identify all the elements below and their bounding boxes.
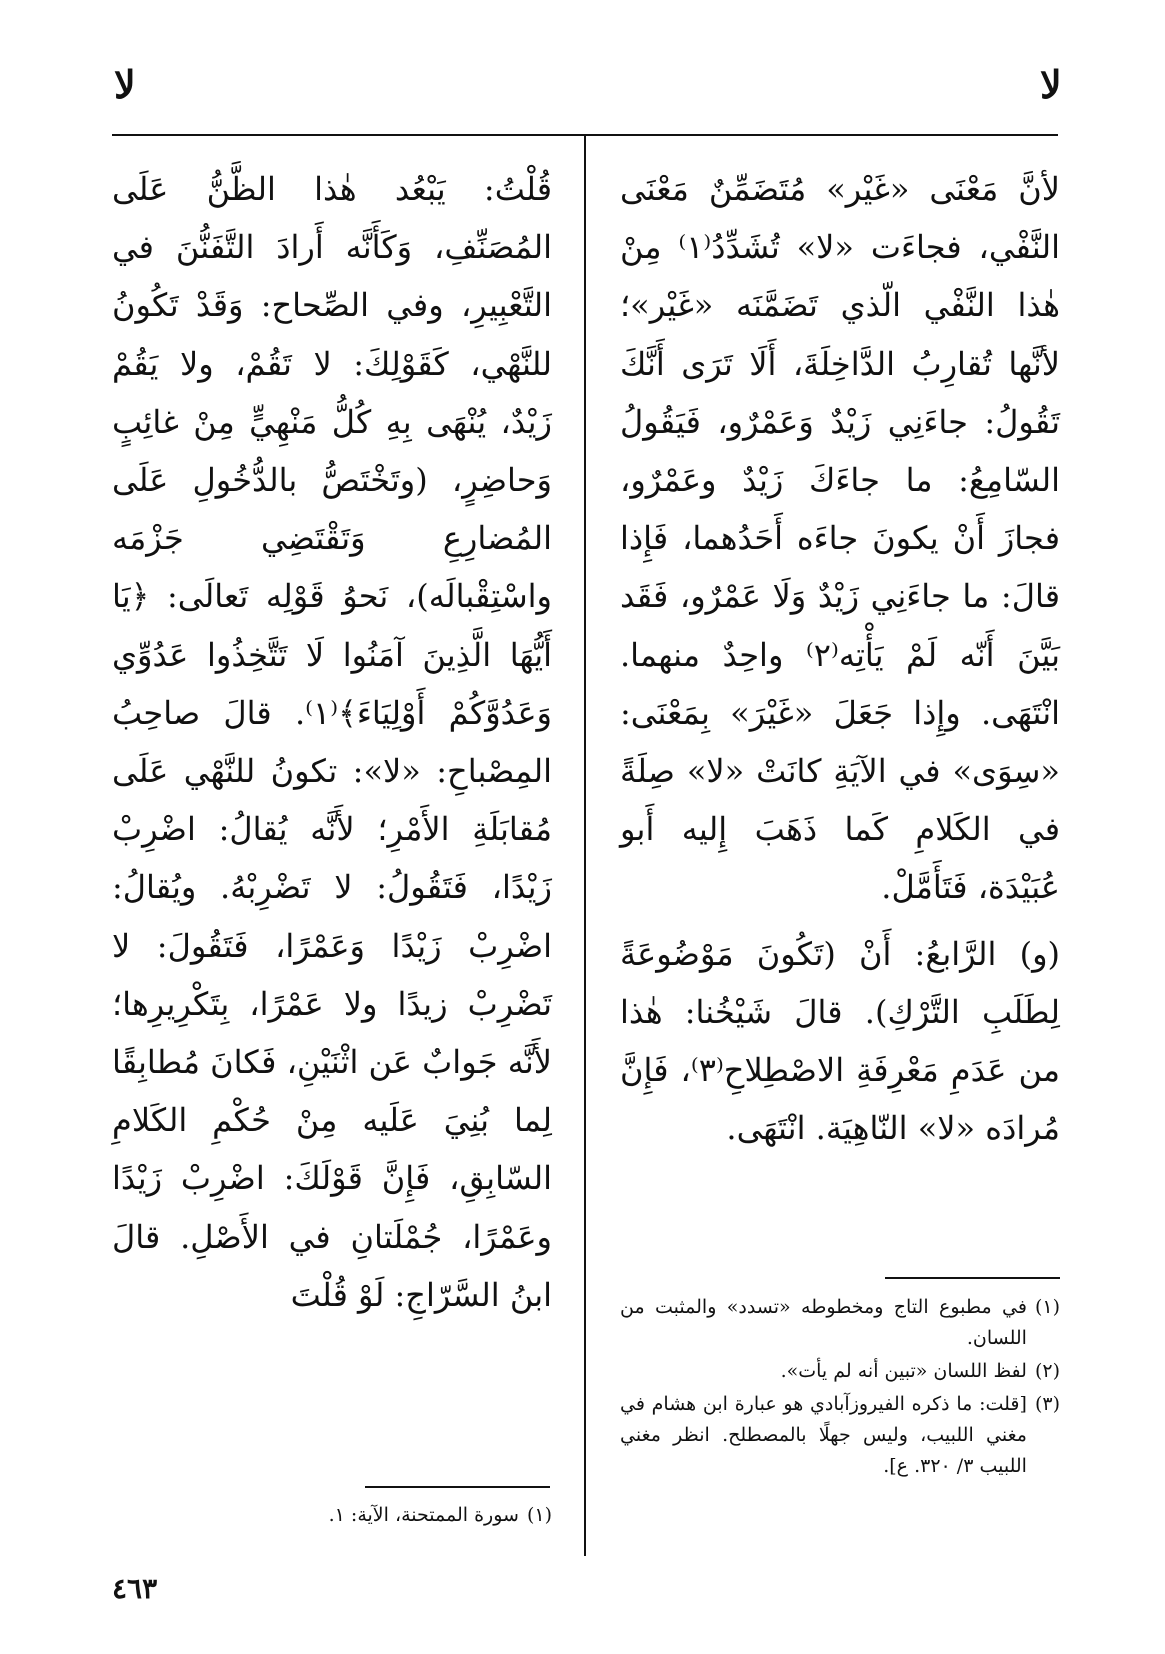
right-column (620, 160, 1060, 1157)
footnote (620, 1389, 1060, 1482)
footnote (620, 1356, 1060, 1387)
footnote (620, 1292, 1060, 1354)
column-divider (584, 136, 586, 1556)
right-footnotes (620, 1292, 1060, 1484)
footnote-number: (٢) (1034, 1360, 1060, 1382)
footnote (112, 1500, 552, 1531)
footnote-text: لفظ اللسان «تبين أنه لم يأت». (780, 1360, 1027, 1382)
footnote-number: (٣) (1034, 1393, 1060, 1415)
header-word-left: لا (114, 62, 136, 107)
header-word-right: لا (1040, 62, 1062, 107)
right-paragraph-2: (و) الرَّابعُ: أَنْ (تَكُونَ مَوْضُوعَةً لِطَلَبِ التَّرْكِ). قالَ شَيْخُنا: هٰذا من عَدَمِ مَعْرِفَةِ الاصْطِلاحِ⁽٣⁾، فَإِنَّ مُرادَه «لا» النّاهِيَة. انْتَهَى. (620, 934, 1061, 1148)
footnote-text: في مطبوع التاج ومخطوطه «تسدد» والمثبت من اللسان. (620, 1296, 1027, 1349)
left-footnotes (112, 1500, 552, 1533)
footnote-number: (١) (1034, 1296, 1060, 1318)
left-paragraph-1: قُلْتُ: يَبْعُد هٰذا الظَّنُّ عَلَى المُصَنِّفِ، وَكَأَنَّه أَرادَ التَّفَنُّنَ في التَّعْبِيرِ، وفي الصِّحاح: وَقَدْ تَكُونُ للنَّهْي، كَقَوْلِكَ: لا تَقُمْ، ولا يَقُمْ زَيْدٌ، يُنْهَى بِهِ كُلُّ مَنْهِيٍّ مِنْ غائِبٍ وَحاضِرٍ، (وتَخْتَصُّ بالدُّخُولِ عَلَى المُضارِعِ وَتَقْتَضِي جَزْمَه واسْتِقْبالَه)، نَحوُ قَوْلِه تَعالَى: ﴿يَا أَيُّهَا الَّذِينَ آمَنُوا لَا تَتَّخِذُوا عَدُوِّي وَعَدُوَّكُمْ أَوْلِيَاءَ﴾⁽١⁾. قالَ صاحِبُ المِصْباحِ: «لا»: تكونُ للنَّهْي عَلَى مُقابَلَةِ الأَمْرِ؛ لأَنَّه يُقالُ: اضْرِبْ زَيْدًا، فَتَقُولُ: لا تَضْرِبْهُ. ويُقالُ: اضْرِبْ زَيْدًا وَعَمْرًا، فَتَقُولَ: لا تَضْرِبْ زيدًا ولا عَمْرًا، بِتَكْرِيرِها؛ لأَنَّه جَوابٌ عَن اثْنَيْنِ، فَكانَ مُطابِقًا لِما بُنِيَ عَلَيه مِنْ حُكْمِ الكَلامِ السّابِقِ، فَإِنَّ قَوْلَكَ: اضْرِبْ زَيْدًا وعَمْرًا، جُمْلَتانِ في الأَصْلِ. قالَ ابنُ السَّرّاجِ: لَوْ قُلْتَ (112, 170, 553, 1314)
footnote-number: (١) (526, 1504, 552, 1526)
left-footnote-rule (365, 1486, 550, 1488)
left-column (112, 160, 552, 1324)
right-footnote-rule (885, 1277, 1060, 1279)
page-number: ٤٦٣ (112, 1572, 158, 1605)
footnote-text: [قلت: ما ذكره الفيروزآبادي هو عبارة ابن هشام في مغني اللبيب، وليس جهلًا بالمصطلح. انظر مغني اللبيب ٣/ ٣٢٠. ع]. (620, 1393, 1027, 1477)
right-paragraph-1: لأنَّ مَعْنَى «غَيْر» مُتَضَمِّنٌ مَعْنَى النَّفْي، فجاءَت «لا» تُشَدِّدُ⁽١⁾ مِنْ هٰذا النَّفْي الّذي تَضَمَّنَه «غَيْر»؛ لأنَّها تُقارِبُ الدَّاخِلَةَ، أَلَا تَرَى أَنَّكَ تَقُولُ: جاءَنِي زَيْدٌ وَعَمْرٌو، فَيَقُولُ السّامِعُ: ما جاءَكَ زَيْدٌ وعَمْرٌو، فجازَ أَنْ يكونَ جاءَه أَحَدُهما، فَإِذا قالَ: ما جاءَنِي زَيْدٌ وَلَا عَمْرٌو، فَقَد بَيَّنَ أَنّه لَمْ يَأْتِه⁽٢⁾ واحِدٌ منهما. انْتَهَى. وإِذا جَعَلَ «غَيْرَ» بِمَعْنَى: «سِوَى» في الآيَةِ كانَتْ «لا» صِلَةً في الكَلامِ كَما ذَهَبَ إِليه أَبو عُبَيْدَة، فَتَأَمَّلْ. (620, 170, 1061, 907)
footnote-text: سورة الممتحنة، الآية: ١. (328, 1504, 519, 1526)
